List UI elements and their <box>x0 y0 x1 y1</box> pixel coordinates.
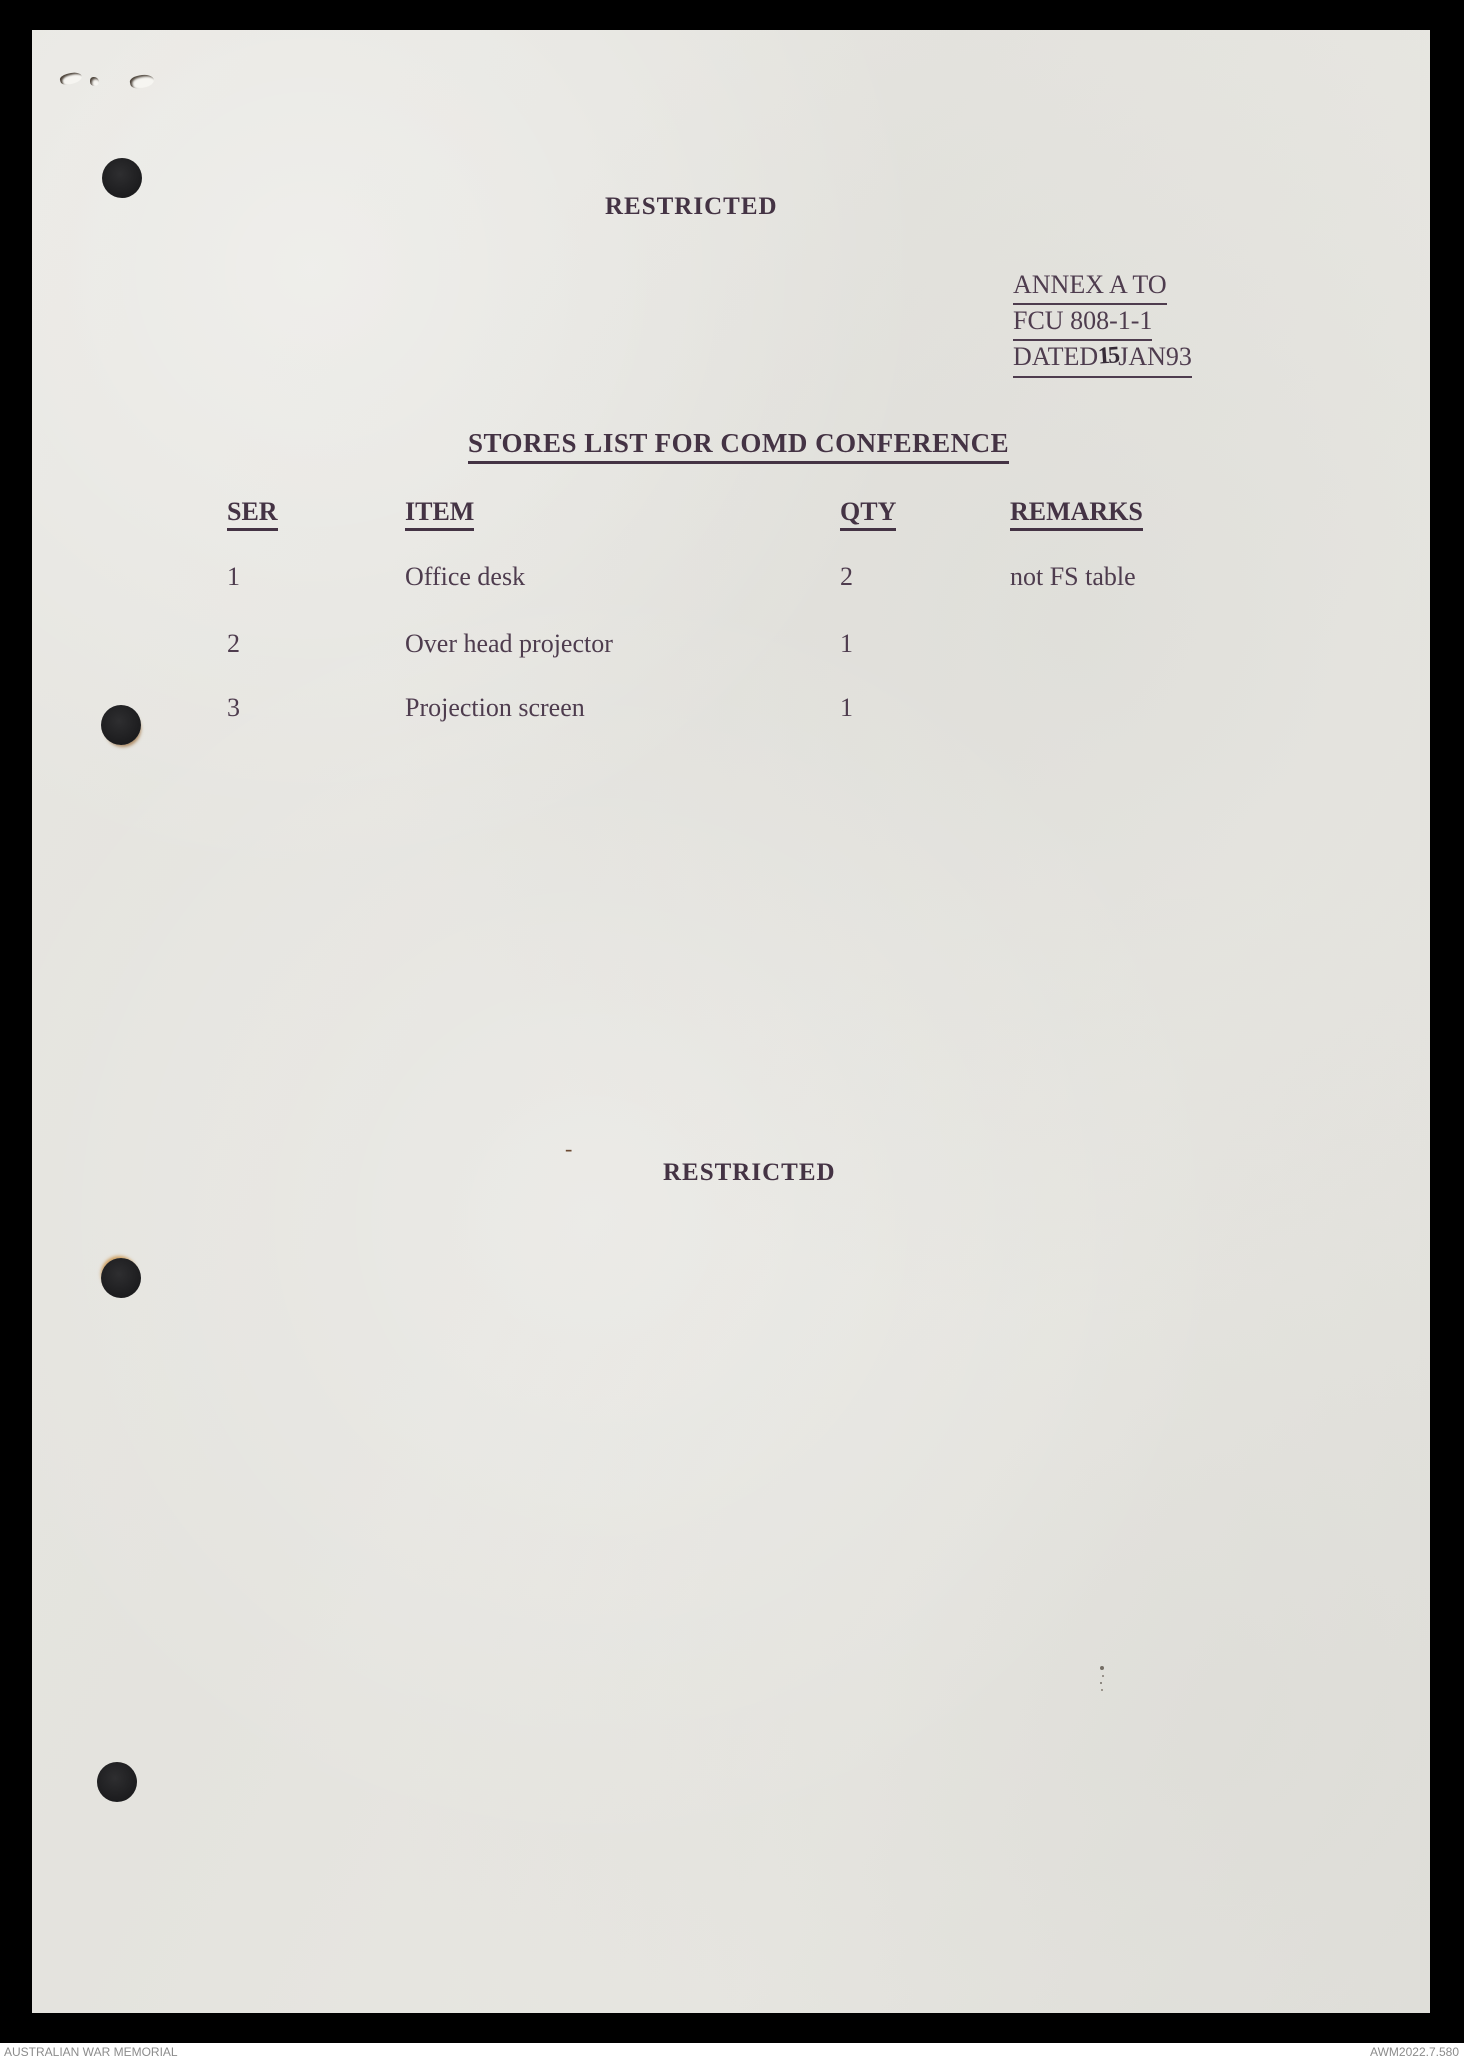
header-ser: SER <box>227 497 278 531</box>
row-ser: 3 <box>227 693 240 722</box>
table-row <box>32 562 1430 598</box>
dated-suffix: JAN93 <box>1118 342 1192 371</box>
annex-reference-block <box>1013 267 1192 375</box>
table-row <box>32 629 1430 665</box>
classification-bottom: RESTRICTED <box>663 1159 836 1186</box>
table-header-row <box>32 497 1430 537</box>
row-item: Office desk <box>405 562 526 591</box>
annex-line-2-text: FCU 808-1-1 <box>1013 303 1152 341</box>
punch-hole <box>101 1258 141 1298</box>
annex-line-2 <box>1013 303 1192 339</box>
row-qty: 1 <box>840 629 853 658</box>
handwritten-date: 15 <box>1097 342 1120 370</box>
row-qty: 1 <box>840 693 853 722</box>
row-ser: 1 <box>227 562 240 591</box>
staple-mark <box>90 77 99 86</box>
row-remarks: not FS table <box>1010 562 1136 591</box>
table-row <box>32 693 1430 729</box>
annex-line-1-text: ANNEX A TO <box>1013 267 1167 305</box>
archive-source-label: AUSTRALIAN WAR MEMORIAL <box>4 2045 178 2059</box>
stray-pen-mark: - <box>565 1136 573 1161</box>
punch-hole <box>102 158 142 198</box>
page-title: STORES LIST FOR COMD CONFERENCE <box>468 428 1009 464</box>
dated-prefix: DATED <box>1013 342 1099 371</box>
ink-smudge <box>1100 1666 1104 1670</box>
staple-mark <box>129 73 155 91</box>
row-item: Projection screen <box>405 693 585 722</box>
annex-line-1 <box>1013 267 1192 303</box>
header-qty: QTY <box>840 497 896 531</box>
header-remarks: REMARKS <box>1010 497 1143 531</box>
staple-mark <box>59 70 83 86</box>
row-ser: 2 <box>227 629 240 658</box>
archive-accession-number: AWM2022.7.580 <box>1370 2045 1459 2059</box>
annex-line-3 <box>1013 339 1192 375</box>
punch-hole <box>101 705 141 745</box>
row-item: Over head projector <box>405 629 613 658</box>
archive-footer <box>0 2043 1464 2061</box>
annex-line-3-text <box>1013 339 1192 378</box>
document-page <box>32 30 1430 2013</box>
row-qty: 2 <box>840 562 853 591</box>
punch-hole <box>97 1762 137 1802</box>
classification-top: RESTRICTED <box>605 193 778 220</box>
header-item: ITEM <box>405 497 474 531</box>
